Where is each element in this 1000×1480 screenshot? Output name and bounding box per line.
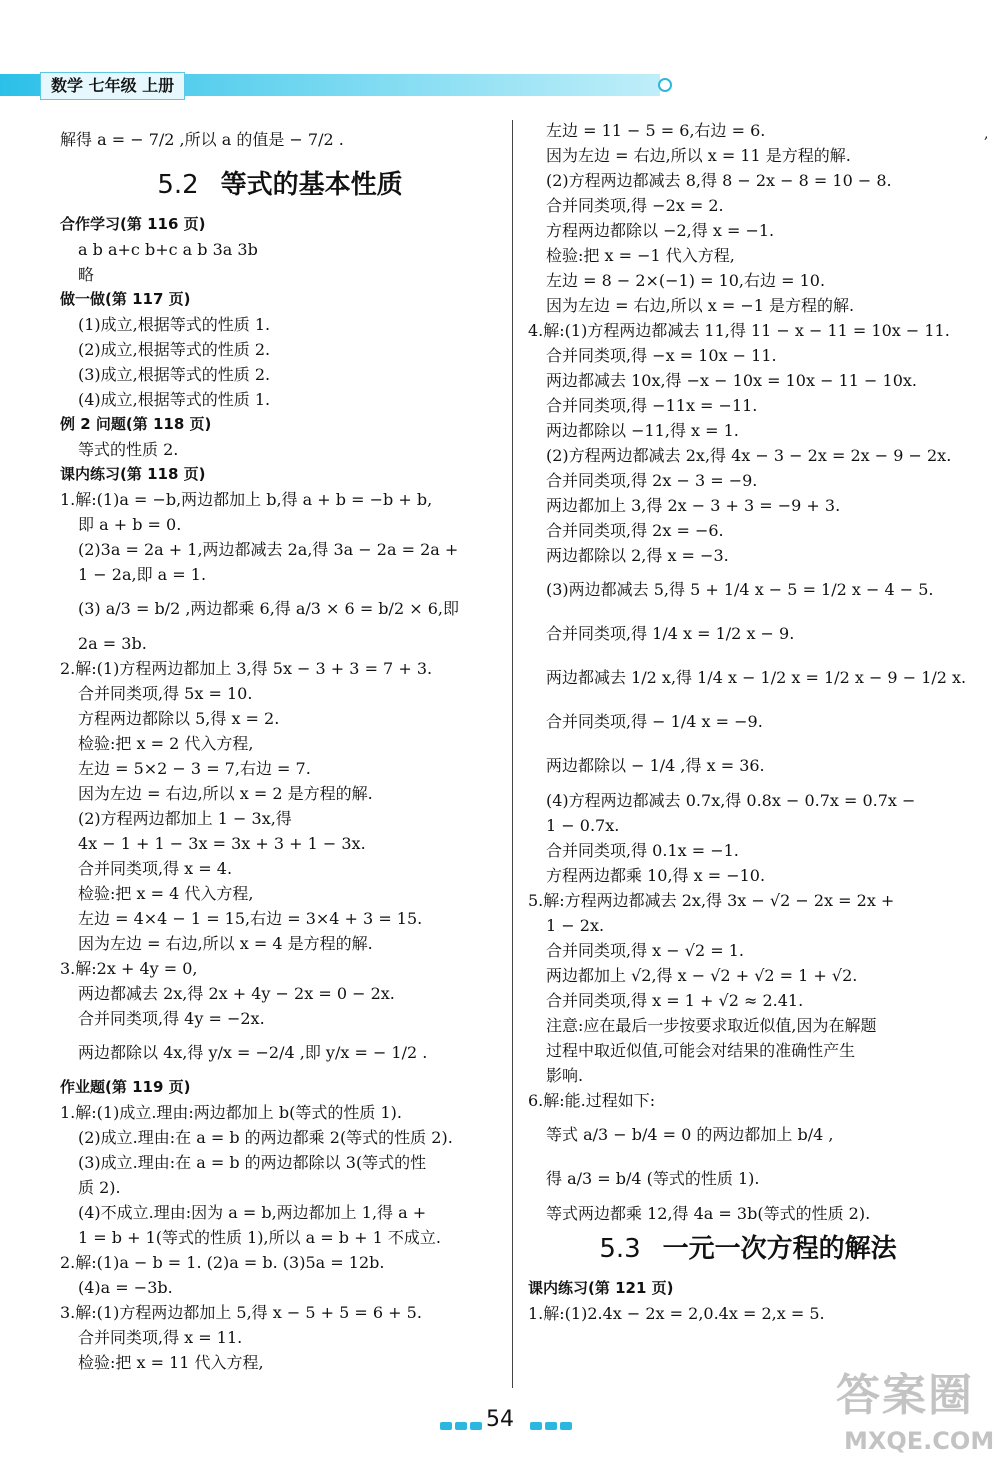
text-line: 合并同类项,得 5x = 10. — [78, 684, 253, 703]
text-line: 两边都加上 3,得 2x − 3 + 3 = −9 + 3. — [546, 496, 841, 515]
text-line: (2)成立,根据等式的性质 2. — [78, 340, 271, 359]
text-line: 质 2). — [78, 1178, 121, 1197]
text-line: 1.解:(1)2.4x − 2x = 2,0.4x = 2,x = 5. — [528, 1304, 825, 1323]
text-line: 两边都除以 4x,得 y/x = −2/4 ,即 y/x = − 1/2 . — [78, 1043, 428, 1062]
text-line: 过程中取近似值,可能会对结果的准确性产生 — [546, 1041, 856, 1060]
text-line: 方程两边都除以 −2,得 x = −1. — [546, 221, 775, 240]
text-line: (2)方程两边都加上 1 − 3x,得 — [78, 809, 292, 828]
section-number: 5.3 — [599, 1234, 641, 1264]
text-line: 5.解:方程两边都减去 2x,得 3x − √2 − 2x = 2x + — [528, 891, 895, 910]
text-line: 1.解:(1)a = −b,两边都加上 b,得 a + b = −b + b, — [60, 490, 433, 509]
text-line: 两边都除以 −11,得 x = 1. — [546, 421, 739, 440]
text-line: 2.解:(1)a − b = 1. (2)a = b. (3)5a = 12b. — [60, 1253, 385, 1272]
section-heading: 等式的基本性质 — [220, 170, 403, 200]
section-number: 5.2 — [157, 170, 199, 200]
text-line: (1)成立,根据等式的性质 1. — [78, 315, 271, 334]
text-line: 1.解:(1)成立.理由:两边都加上 b(等式的性质 1). — [60, 1103, 402, 1122]
text-line: 2a = 3b. — [78, 634, 147, 653]
text-line: (2)方程两边都减去 2x,得 4x − 3 − 2x = 2x − 9 − 2x. — [546, 446, 952, 465]
text-line: (4)成立,根据等式的性质 1. — [78, 390, 271, 409]
watermark-url: MXQE.COM — [844, 1427, 995, 1455]
text-line: (2)方程两边都减去 8,得 8 − 2x − 8 = 10 − 8. — [546, 171, 892, 190]
text-line: 等式的性质 2. — [78, 440, 179, 459]
text-line: 左边 = 8 − 2×(−1) = 10,右边 = 10. — [546, 271, 826, 290]
text-line: 检验:把 x = 11 代入方程, — [78, 1353, 264, 1372]
text-line: (2)成立.理由:在 a = b 的两边都乘 2(等式的性质 2). — [78, 1128, 453, 1147]
text-line: 左边 = 4×4 − 1 = 15,右边 = 3×4 + 3 = 15. — [78, 909, 423, 928]
text-line: 合并同类项,得 −x = 10x − 11. — [546, 346, 777, 365]
text-line: 因为左边 = 右边,所以 x = −1 是方程的解. — [546, 296, 855, 315]
text-line: 解得 a = − 7/2 ,所以 a 的值是 − 7/2 . — [60, 130, 344, 149]
text-line: (3)成立,根据等式的性质 2. — [78, 365, 271, 384]
right-column — [528, 118, 968, 1326]
text-line: 合并同类项,得 x = 1 + √2 ≈ 2.41. — [546, 991, 804, 1010]
text-line: 合并同类项,得 1/4 x = 1/2 x − 9. — [546, 624, 795, 643]
text-line: 方程两边都除以 5,得 x = 2. — [78, 709, 280, 728]
text-line: 3.解:2x + 4y = 0, — [60, 959, 198, 978]
text-line: 两边都加上 √2,得 x − √2 + √2 = 1 + √2. — [546, 966, 858, 985]
text-line: 2.解:(1)方程两边都加上 3,得 5x − 3 + 3 = 7 + 3. — [60, 659, 433, 678]
text-line: 合并同类项,得 4y = −2x. — [78, 1009, 265, 1028]
subsection-heading: 作业题(第 119 页) — [60, 1078, 191, 1096]
text-line: 两边都减去 10x,得 −x − 10x = 10x − 11 − 10x. — [546, 371, 917, 390]
header-circle-ornament — [658, 78, 672, 92]
text-line: 影响. — [546, 1066, 584, 1085]
text-line: 合并同类项,得 x = 11. — [78, 1328, 243, 1347]
text-line: (4)不成立.理由:因为 a = b,两边都加上 1,得 a + — [78, 1203, 427, 1222]
text-line: 6.解:能.过程如下: — [528, 1091, 656, 1110]
text-line: 因为左边 = 右边,所以 x = 2 是方程的解. — [78, 784, 373, 803]
page-header — [0, 68, 680, 102]
text-line: 1 − 2x. — [546, 916, 605, 935]
text-line: 合并同类项,得 2x − 3 = −9. — [546, 471, 758, 490]
section-title — [528, 1226, 968, 1276]
text-line: 方程两边都乘 10,得 x = −10. — [546, 866, 766, 885]
text-line: 注意:应在最后一步按要求取近似值,因为在解题 — [546, 1016, 877, 1035]
text-line: 因为左边 = 右边,所以 x = 4 是方程的解. — [78, 934, 373, 953]
text-line: 4x − 1 + 1 − 3x = 3x + 3 + 1 − 3x. — [78, 834, 366, 853]
left-column — [60, 118, 500, 1375]
text-line: 检验:把 x = 4 代入方程, — [78, 884, 254, 903]
text-line: 合并同类项,得 2x = −6. — [546, 521, 724, 540]
text-line: 3.解:(1)方程两边都加上 5,得 x − 5 + 5 = 6 + 5. — [60, 1303, 422, 1322]
text-line: 1 − 2a,即 a = 1. — [78, 565, 207, 584]
text-line: 等式 a/3 − b/4 = 0 的两边都加上 b/4 , — [546, 1125, 834, 1144]
text-line: 左边 = 11 − 5 = 6,右边 = 6. — [546, 121, 766, 140]
column-divider — [512, 120, 513, 1388]
text-line: (4)a = −3b. — [78, 1278, 173, 1297]
text-line: 即 a + b = 0. — [78, 515, 182, 534]
text-line: 等式两边都乘 12,得 4a = 3b(等式的性质 2). — [546, 1204, 871, 1223]
text-line: 合并同类项,得 −11x = −11. — [546, 396, 758, 415]
text-line: (3) a/3 = b/2 ,两边都乘 6,得 a/3 × 6 = b/2 × 6,即 — [78, 599, 459, 618]
book-title: 数学 七年级 上册 — [40, 72, 185, 100]
text-line: 得 a/3 = b/4 (等式的性质 1). — [546, 1169, 760, 1188]
text-line: 左边 = 5×2 − 3 = 7,右边 = 7. — [78, 759, 311, 778]
text-line: 合并同类项,得 −2x = 2. — [546, 196, 724, 215]
text-line: a b a+c b+c a b 3a 3b — [78, 240, 258, 259]
subsection-heading: 课内练习(第 121 页) — [528, 1279, 674, 1297]
text-line: 1 − 0.7x. — [546, 816, 620, 835]
text-line: 两边都减去 1/2 x,得 1/4 x − 1/2 x = 1/2 x − 9 − 1/2 x. — [546, 668, 967, 687]
margin-mark: , — [984, 126, 989, 142]
text-line: 两边都除以 2,得 x = −3. — [546, 546, 729, 565]
footer-ornament-right — [530, 1415, 575, 1423]
text-line: 两边都减去 2x,得 2x + 4y − 2x = 0 − 2x. — [78, 984, 395, 1003]
text-line: (2)3a = 2a + 1,两边都减去 2a,得 3a − 2a = 2a + — [78, 540, 459, 559]
text-line: 因为左边 = 右边,所以 x = 11 是方程的解. — [546, 146, 851, 165]
subsection-heading: 做一做(第 117 页) — [60, 290, 191, 308]
text-line: (4)方程两边都减去 0.7x,得 0.8x − 0.7x = 0.7x − — [546, 791, 916, 810]
footer-ornament-left — [440, 1415, 485, 1423]
text-line: 检验:把 x = −1 代入方程, — [546, 246, 735, 265]
text-line: 合并同类项,得 0.1x = −1. — [546, 841, 739, 860]
text-line: 合并同类项,得 x = 4. — [78, 859, 233, 878]
watermark-text: 答案圈 — [836, 1370, 974, 1421]
watermark-logo — [836, 1368, 995, 1468]
page-number: 54 — [486, 1407, 514, 1432]
section-heading: 一元一次方程的解法 — [662, 1234, 897, 1264]
text-line: (3)两边都减去 5,得 5 + 1/4 x − 5 = 1/2 x − 4 − 5. — [546, 580, 934, 599]
subsection-heading: 例 2 问题(第 118 页) — [60, 415, 212, 433]
text-line: 略 — [78, 265, 95, 284]
subsection-heading: 课内练习(第 118 页) — [60, 465, 206, 483]
text-line: 合并同类项,得 − 1/4 x = −9. — [546, 712, 763, 731]
subsection-heading: 合作学习(第 116 页) — [60, 215, 206, 233]
text-line: 合并同类项,得 x − √2 = 1. — [546, 941, 744, 960]
text-line: 两边都除以 − 1/4 ,得 x = 36. — [546, 756, 765, 775]
text-line: 4.解:(1)方程两边都减去 11,得 11 − x − 11 = 10x − 11. — [528, 321, 950, 340]
section-title — [60, 162, 500, 212]
text-line: (3)成立.理由:在 a = b 的两边都除以 3(等式的性 — [78, 1153, 427, 1172]
text-line: 1 = b + 1(等式的性质 1),所以 a = b + 1 不成立. — [78, 1228, 441, 1247]
text-line: 检验:把 x = 2 代入方程, — [78, 734, 254, 753]
